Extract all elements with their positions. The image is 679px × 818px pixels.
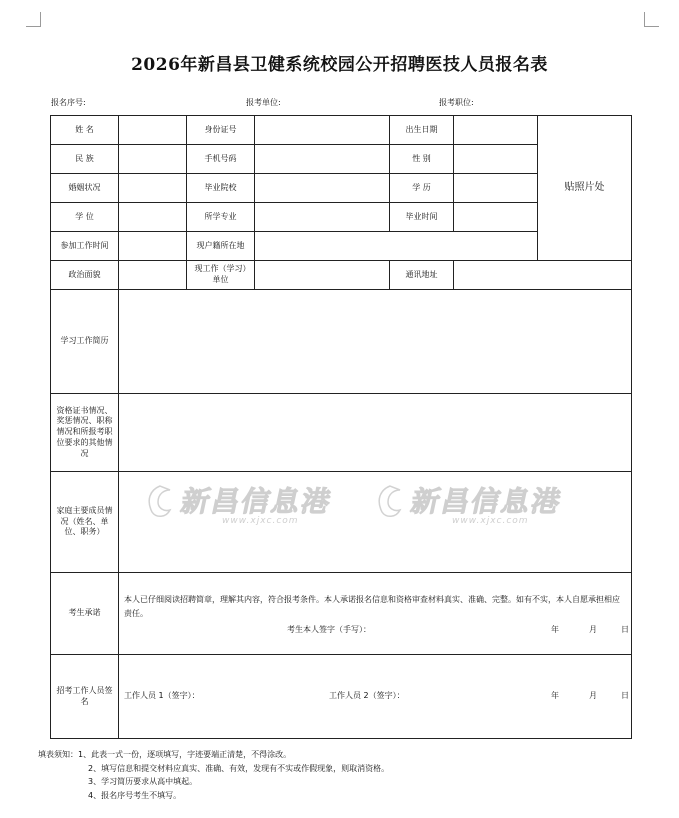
family-members-label: 家庭主要成员情况（姓名、单位、职务）	[51, 472, 119, 573]
ethnicity-field[interactable]	[119, 145, 187, 174]
watermark-name: 新昌信息港	[408, 485, 566, 518]
marital-status-field[interactable]	[119, 174, 187, 203]
political-status-field[interactable]	[119, 261, 187, 290]
qualifications-label: 资格证书情况、奖惩情况、职称情况和所报考职位要求的其他情况	[51, 394, 119, 472]
position-label: 报考职位:	[439, 98, 474, 107]
promise-month-label: 月	[589, 625, 597, 634]
id-number-field[interactable]	[255, 116, 390, 145]
gender-field[interactable]	[454, 145, 538, 174]
photo-placeholder[interactable]: 贴照片处	[538, 116, 632, 261]
political-status-label: 政治面貌	[51, 261, 119, 290]
ethnicity-label: 民 族	[51, 145, 119, 174]
major-label: 所学专业	[187, 203, 255, 232]
id-number-label: 身份证号	[187, 116, 255, 145]
household-label: 现户籍所在地	[187, 232, 255, 261]
staff-signature-cell[interactable]	[119, 655, 632, 739]
family-members-field[interactable]	[119, 472, 632, 573]
instruction-item: 4、报名序号考生不填写。	[88, 790, 182, 800]
serial-number-label: 报名序号:	[51, 98, 86, 107]
graduate-school-label: 毕业院校	[187, 174, 255, 203]
work-start-label: 参加工作时间	[51, 232, 119, 261]
study-work-history-field[interactable]	[119, 290, 632, 394]
birth-date-label: 出生日期	[390, 116, 454, 145]
watermark-url: www.xjxc.com	[222, 516, 299, 526]
gender-label: 性 别	[390, 145, 454, 174]
crop-mark-top-right	[644, 12, 659, 27]
staff-2-signature: 工作人员 2（签字）：	[329, 691, 405, 700]
name-field[interactable]	[119, 116, 187, 145]
staff-day-label: 日	[621, 691, 629, 700]
study-work-history-label: 学习工作简历	[51, 290, 119, 394]
work-start-field[interactable]	[119, 232, 187, 261]
current-work-field[interactable]	[255, 261, 390, 290]
degree-label: 学 位	[51, 203, 119, 232]
name-label: 姓 名	[51, 116, 119, 145]
birth-date-field[interactable]	[454, 116, 538, 145]
graduate-school-field[interactable]	[255, 174, 390, 203]
household-field[interactable]	[255, 232, 538, 261]
qualifications-field[interactable]	[119, 394, 632, 472]
instructions-lead: 填表须知：	[38, 750, 78, 759]
candidate-promise-label: 考生承诺	[51, 573, 119, 655]
instruction-item: 2、填写信息和提交材料应真实、准确、有效，发现有不实或作假现象，则取消资格。	[88, 763, 390, 773]
staff-month-label: 月	[589, 691, 597, 700]
promise-year-label: 年	[551, 625, 559, 634]
crop-mark-top-left	[26, 12, 41, 27]
promise-text: 本人已仔细阅读招聘简章，理解其内容，符合报考条件。本人承诺报名信息和资格审查材料真实、准确、完整。如有不实，本人自愿承担相应责任。	[124, 595, 620, 618]
instruction-item: 1、此表一式一份，逐项填写，字迹要端正清楚，不得涂改。	[78, 750, 292, 759]
staff-1-signature: 工作人员 1（签字）：	[124, 691, 200, 700]
candidate-promise-cell[interactable]	[119, 573, 632, 655]
promise-day-label: 日	[621, 625, 629, 634]
graduation-time-label: 毕业时间	[390, 203, 454, 232]
graduation-time-field[interactable]	[454, 203, 538, 232]
marital-status-label: 婚姻状况	[51, 174, 119, 203]
watermark-name: 新昌信息港	[178, 485, 336, 518]
current-work-label: 现工作（学习）单位	[187, 261, 255, 290]
address-label: 通讯地址	[390, 261, 454, 290]
staff-year-label: 年	[551, 691, 559, 700]
watermark-url: www.xjxc.com	[452, 516, 529, 526]
education-field[interactable]	[454, 174, 538, 203]
candidate-signature-label: 考生本人签字（手写）：	[287, 625, 371, 634]
phone-field[interactable]	[255, 145, 390, 174]
address-field[interactable]	[454, 261, 632, 290]
major-field[interactable]	[255, 203, 390, 232]
unit-label: 报考单位:	[246, 98, 281, 107]
staff-signature-label: 招考工作人员签名	[51, 655, 119, 739]
degree-field[interactable]	[119, 203, 187, 232]
phone-label: 手机号码	[187, 145, 255, 174]
filling-instructions	[38, 748, 389, 802]
education-label: 学 历	[390, 174, 454, 203]
form-title: 2026年新昌县卫健系统校园公开招聘医技人员报名表	[131, 55, 548, 75]
instruction-item: 3、学习简历要求从高中填起。	[88, 777, 198, 786]
registration-form	[50, 115, 632, 739]
